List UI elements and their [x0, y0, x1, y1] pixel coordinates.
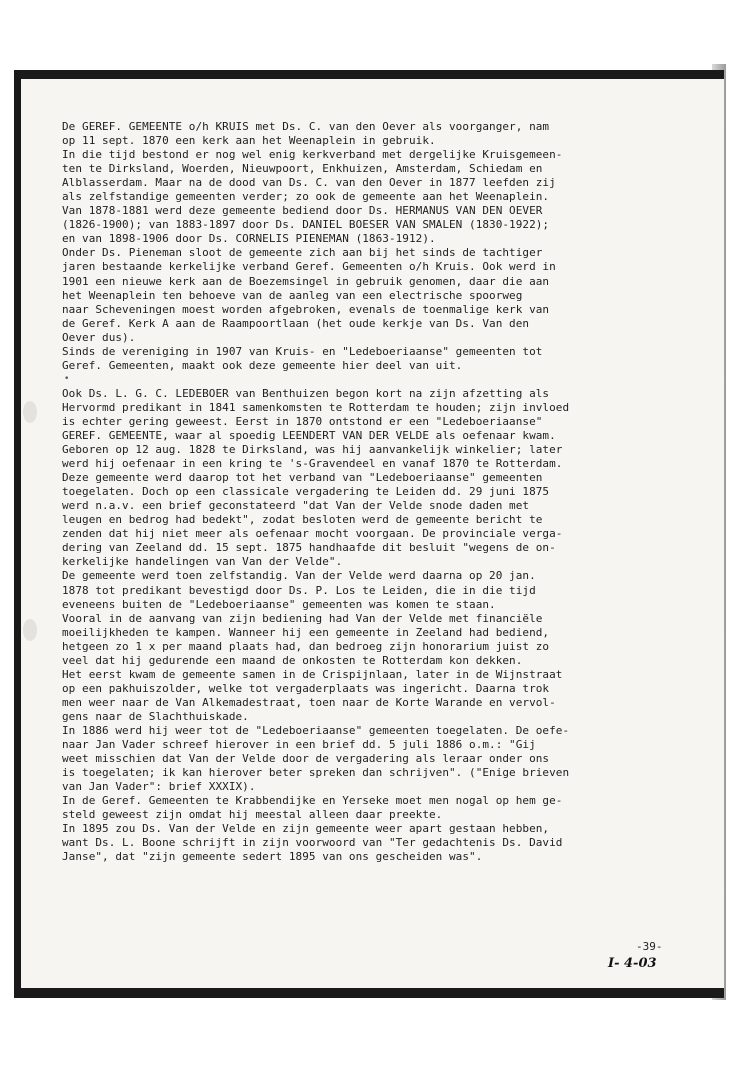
text-line: Vooral in de aanvang van zijn bediening had Van der Velde met financiële	[62, 611, 543, 625]
text-line: als zelfstandige gemeenten verder; zo ook de gemeente aan het Weenaplein.	[62, 190, 550, 204]
page-number: -39-	[636, 940, 663, 953]
text-line: In die tijd bestond er nog wel enig kerkverband met dergelijke Kruisgemeen-	[62, 148, 563, 162]
text-line: men weer naar de Van Alkemadestraat, toen naar de Korte Warande en vervol-	[62, 695, 556, 709]
text-line: Onder Ds. Pieneman sloot de gemeente zich aan bij het sinds de tachtiger	[62, 246, 543, 260]
paragraph-ledeboeriaanse-gemeente	[62, 387, 702, 865]
text-line: moeilijkheden te kampen. Wanneer hij een gemeente in Zeeland had bediend,	[62, 625, 550, 639]
text-line: 1878 tot predikant bevestigd door Ds. P. Los te Leiden, die in die tijd	[62, 583, 536, 597]
text-line: naar Scheveningen moest worden afgebroken, evenals de toenmalige kerk van	[62, 302, 550, 316]
text-line: weet misschien dat Van der Velde door de vergadering als leraar onder ons	[62, 752, 550, 766]
text-line: veel dat hij gedurende een maand de onkosten te Rotterdam kon dekken.	[62, 653, 523, 667]
text-line: is echter gering geweest. Eerst in 1870 ontstond er een "Ledeboeriaanse"	[62, 414, 543, 428]
punch-hole	[23, 401, 37, 423]
punch-hole	[23, 619, 37, 641]
text-line: ten te Dirksland, Woerden, Nieuwpoort, Enkhuizen, Amsterdam, Schiedam en	[62, 162, 543, 176]
text-line: is toegelaten; ik kan hierover beter spreken dan schrijven". ("Enige brieven	[62, 766, 570, 780]
text-line: gens naar de Slachthuiskade.	[62, 709, 249, 723]
text-line: Sinds de vereniging in 1907 van Kruis- en "Ledeboeriaanse" gemeenten tot	[62, 344, 543, 358]
text-line: kerkelijke handelingen van Van der Velde".	[62, 555, 343, 569]
text-line: jaren bestaande kerkelijke verband Geref. Gemeenten o/h Kruis. Ook werd in	[62, 260, 556, 274]
text-line: en van 1898-1906 door Ds. CORNELIS PIENEMAN (1863-1912).	[62, 232, 436, 246]
text-line: Janse", dat "zijn gemeente sedert 1895 van ons gescheiden was".	[62, 850, 483, 864]
text-line: De gemeente werd toen zelfstandig. Van der Velde werd daarna op 20 jan.	[62, 569, 536, 583]
text-line: steld geweest zijn omdat hij meestal alleen daar preekte.	[62, 808, 443, 822]
text-line: van Jan Vader": brief XXXIX).	[62, 780, 256, 794]
text-line: dering van Zeeland dd. 15 sept. 1875 handhaafde dit besluit "wegens de on-	[62, 541, 556, 555]
text-line: Deze gemeente werd daarop tot het verband van "Ledeboeriaanse" gemeenten	[62, 471, 543, 485]
text-line: zenden dat hij niet meer als oefenaar mocht voorgaan. De provinciale verga-	[62, 527, 563, 541]
text-line: hetgeen zo 1 x per maand plaats had, dan bedroeg zijn honorarium juist zo	[62, 639, 550, 653]
text-line: eveneens buiten de "Ledeboeriaanse" gemeenten was komen te staan.	[62, 597, 496, 611]
section-separator	[62, 373, 702, 387]
text-line: Van 1878-1881 werd deze gemeente bediend door Ds. HERMANUS VAN DEN OEVER	[62, 204, 543, 218]
text-line: Alblasserdam. Maar na de dood van Ds. C. van den Oever in 1877 leefden zij	[62, 176, 556, 190]
text-line: het Weenaplein ten behoeve van de aanleg van een electrische spoorweg	[62, 288, 523, 302]
text-line: In 1895 zou Ds. Van der Velde en zijn gemeente weer apart gestaan hebben,	[62, 822, 550, 836]
text-line: 1901 een nieuwe kerk aan de Boezemsingel in gebruik genomen, daar die aan	[62, 274, 550, 288]
text-line: In de Geref. Gemeenten te Krabbendijke en Yerseke moet men nogal op hem ge-	[62, 794, 563, 808]
text-line: op 11 sept. 1870 een kerk aan het Weenaplein in gebruik.	[62, 134, 436, 148]
text-line: (1826-1900); van 1883-1897 door Ds. DANIEL BOESER VAN SMALEN (1830-1922);	[62, 218, 550, 232]
section-mark: •	[64, 373, 70, 384]
text-line: Hervormd predikant in 1841 samenkomsten te Rotterdam te houden; zijn invloed	[62, 400, 570, 414]
text-line: want Ds. L. Boone schrijft in zijn voorwoord van "Ter gedachtenis Ds. David	[62, 836, 563, 850]
text-line: Oever dus).	[62, 330, 136, 344]
text-line: GEREF. GEMEENTE, waar al spoedig LEENDERT VAN DER VELDE als oefenaar kwam.	[62, 428, 556, 442]
text-line: werd hij oefenaar in een kring te 's-Gravendeel en vanaf 1870 te Rotterdam.	[62, 457, 563, 471]
text-line: toegelaten. Doch op een classicale vergadering te Leiden dd. 29 juni 1875	[62, 485, 550, 499]
text-line: leugen en bedrog had bedekt", zodat besloten werd de gemeente bericht te	[62, 513, 543, 527]
text-line: werd n.a.v. een brief geconstateerd "dat Van der Velde snode daden met	[62, 499, 530, 513]
text-line: de Geref. Kerk A aan de Raampoortlaan (het oude kerkje van Ds. Van den	[62, 316, 530, 330]
text-line: In 1886 werd hij weer tot de "Ledeboeriaanse" gemeenten toegelaten. De oefe-	[62, 723, 570, 737]
text-line: Het eerst kwam de gemeente samen in de Crispijnlaan, later in de Wijnstraat	[62, 667, 563, 681]
text-line: De GEREF. GEMEENTE o/h KRUIS met Ds. C. van den Oever als voorganger, nam	[62, 120, 550, 133]
text-line: naar Jan Vader schreef hierover in een brief dd. 5 juli 1886 o.m.: "Gij	[62, 738, 536, 752]
text-line: Ook Ds. L. G. C. LEDEBOER van Benthuizen begon kort na zijn afzetting als	[62, 386, 550, 400]
text-line: Geboren op 12 aug. 1828 te Dirksland, was hij aanvankelijk winkelier; later	[62, 443, 563, 457]
text-line: Geref. Gemeenten, maakt ook deze gemeente hier deel van uit.	[62, 358, 463, 372]
text-line: op een pakhuiszolder, welke tot vergaderplaats was ingericht. Daarna trok	[62, 681, 550, 695]
document-body	[62, 120, 702, 864]
handwritten-date: I- 4-03	[608, 956, 657, 971]
paragraph-kruis-gemeente	[62, 120, 702, 373]
